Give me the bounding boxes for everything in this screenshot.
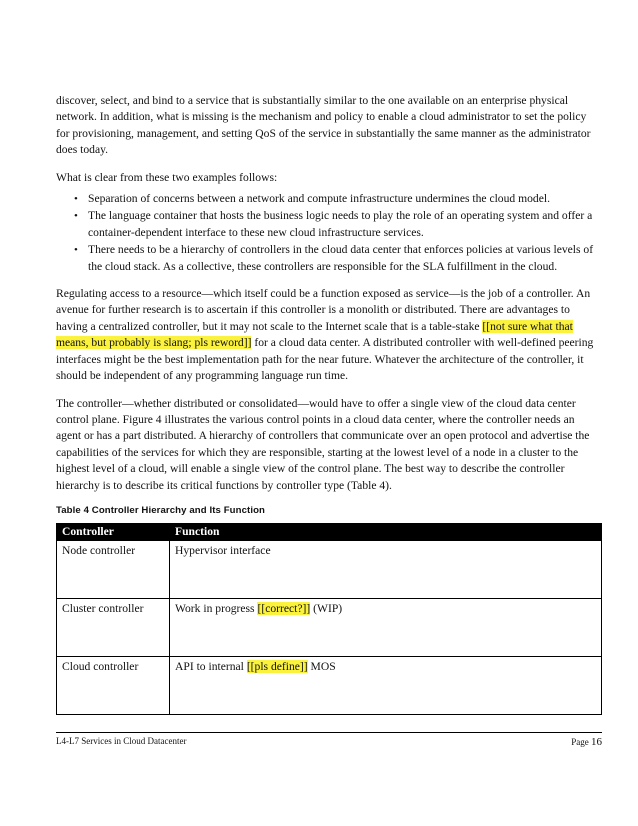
table-row: [57, 540, 602, 598]
page-footer: [56, 732, 602, 748]
paragraph-4: The controller—whether distributed or consolidated—would have to offer a single view of the cloud data center control plane. Figure 4 illustrates the various control points in a cloud data center, where the controller needs an agent or has a part distributed. A hierarchy of controllers that communicate over an open protocol and advertise the capabilities of the services for which they are responsible, starting at the lowest level of a node in a cluster to the highest level of a cloud, will enable a single view of the control plane. The best way to describe the controller hierarchy is to describe its critical functions by controller type (Table 4).: [56, 396, 590, 492]
footer-page-number: 16: [591, 736, 602, 748]
cell-function: [170, 656, 602, 714]
bullet-text: The language container that hosts the business logic needs to play the role of an operating system and offer a container-dependent interface to these new cloud infrastructure services.: [88, 209, 593, 239]
bullet-icon: •: [74, 244, 78, 257]
header-controller: Controller: [57, 523, 170, 540]
paragraph-2: What is clear from these two examples follows:: [56, 170, 278, 184]
cell-function-text: Hypervisor interface: [175, 543, 271, 557]
cell-function-text-b: MOS: [307, 659, 336, 673]
footer-page: [571, 736, 602, 748]
bullet-icon: •: [74, 193, 78, 206]
table-row: [57, 656, 602, 714]
cell-controller: Cluster controller: [57, 598, 170, 656]
controller-table: [56, 523, 602, 715]
list-item: [56, 191, 602, 207]
editor-comment-highlight: [[not sure what that means, but probably is slang; pls reword]]: [56, 319, 573, 350]
cell-function-text-b: (WIP): [310, 601, 343, 615]
cell-controller: Node controller: [57, 540, 170, 598]
paragraph-3-text-b: for a cloud data center. A distributed controller with well-defined peering interfaces might be the best implementation path for the near future. Whatever the architecture of the controller, it should be independent of any programming language run time.: [56, 336, 594, 383]
list-item: [56, 242, 602, 275]
bullet-text: There needs to be a hierarchy of controllers in the cloud data center that enforces policies at various levels of the cloud stack. As a collective, these controllers are responsible for the SLA fulfillment in the cloud.: [88, 243, 594, 273]
cell-function: [170, 598, 602, 656]
table-header-row: [57, 523, 602, 540]
paragraph-3-text-a: Regulating access to a resource—which itself could be a function exposed as service—is the job of a controller. An avenue for further research is to ascertain if this controller is a monolith or distributed. There are advantages to having a centralized controller, but it may not scale to the Internet scale that is a table-stake: [56, 287, 591, 333]
header-function: Function: [170, 523, 602, 540]
cell-controller: Cloud controller: [57, 656, 170, 714]
bullet-list: [56, 191, 602, 275]
paragraph-3: [56, 286, 602, 384]
bullet-text: Separation of concerns between a network and compute infrastructure undermines the cloud model.: [88, 192, 550, 206]
paragraph-1: discover, select, and bind to a service that is substantially similar to the one available on an enterprise physical network. In addition, what is missing is the mechanism and policy to enable a cloud administrator to set the policy for provisioning, management, and setting QoS of the service in substantially the same manner as the administrator does today.: [56, 94, 591, 157]
document-page: [56, 93, 602, 715]
table-row: [57, 598, 602, 656]
footer-page-label: Page: [571, 737, 591, 747]
cell-function-text-a: Work in progress: [175, 601, 258, 615]
bullet-icon: •: [74, 210, 78, 223]
cell-function: [170, 540, 602, 598]
editor-comment-highlight: [[correct?]]: [257, 601, 311, 615]
cell-function-text-a: API to internal: [175, 659, 247, 673]
editor-comment-highlight: [[pls define]]: [246, 659, 308, 673]
footer-doc-title: L4-L7 Services in Cloud Datacenter: [56, 736, 187, 746]
table-caption: Table 4 Controller Hierarchy and Its Function: [56, 504, 266, 516]
list-item: [56, 208, 602, 241]
